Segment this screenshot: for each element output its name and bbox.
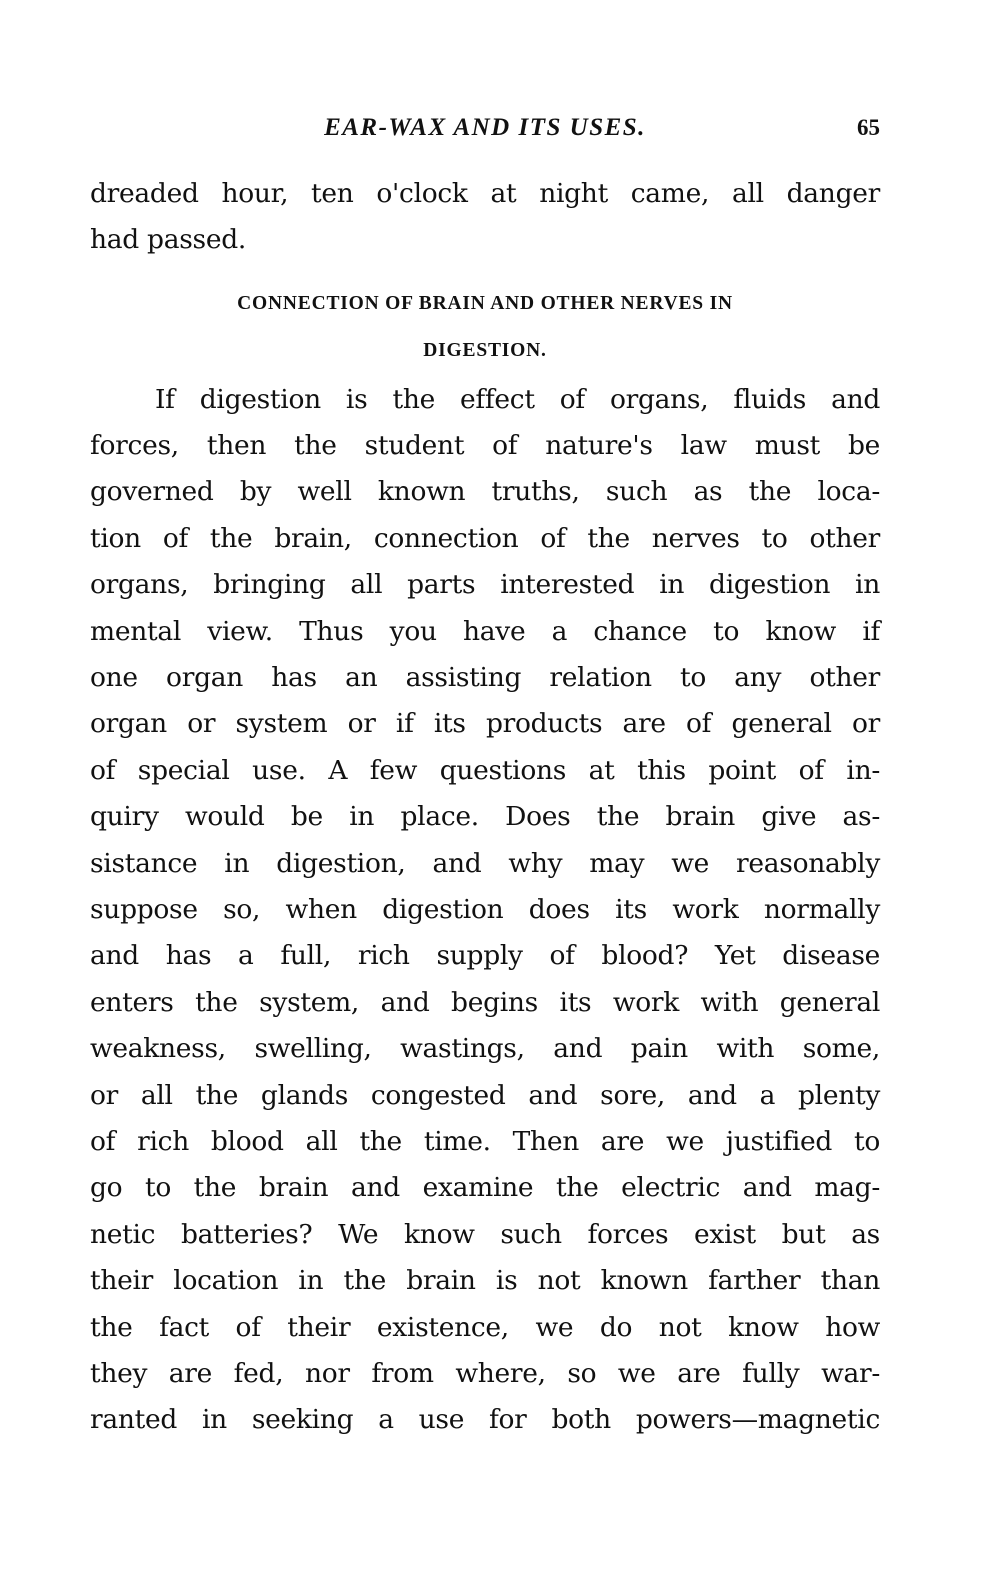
text-line: they are fed, nor from where, so we are fully war- [90, 1358, 880, 1389]
text-line: of special use. A few questions at this point of in- [90, 755, 880, 786]
text-line: had passed. [90, 224, 246, 255]
running-title: EAR-WAX AND ITS USES. [324, 114, 646, 141]
text-line: governed by well known truths, such as the loca- [90, 476, 880, 507]
text-line: of rich blood all the time. Then are we justified to [90, 1126, 880, 1157]
text-line: their location in the brain is not known farther than [90, 1265, 880, 1296]
text-line: forces, then the student of nature's law must be [90, 430, 880, 461]
text-line: mental view. Thus you have a chance to know if [90, 616, 880, 647]
text-line: ranted in seeking a use for both powers—magnetic [90, 1404, 880, 1435]
text-line: enters the system, and begins its work with general [90, 987, 880, 1018]
text-line: the fact of their existence, we do not know how [90, 1312, 880, 1343]
text-line: organs, bringing all parts interested in digestion in [90, 569, 880, 600]
text-line: quiry would be in place. Does the brain give as- [90, 801, 880, 832]
text-line: and has a full, rich supply of blood? Yet disease [90, 940, 880, 971]
running-header [90, 113, 880, 143]
text-line: tion of the brain, connection of the nerves to other [90, 523, 880, 554]
text-line: organ or system or if its products are of general or [90, 708, 880, 739]
text-line: sistance in digestion, and why may we reasonably [90, 848, 880, 879]
text-line: dreaded hour, ten o'clock at night came, all danger [90, 178, 880, 209]
paragraph-first-line: If digestion is the effect of organs, fluids and [155, 384, 880, 415]
text-line: go to the brain and examine the electric and mag- [90, 1172, 880, 1203]
section-heading-continued: DIGESTION. [423, 340, 547, 361]
text-line: one organ has an assisting relation to any other [90, 662, 880, 693]
text-line: or all the glands congested and sore, and a plenty [90, 1080, 880, 1111]
section-heading: CONNECTION OF BRAIN AND OTHER NERVES IN [237, 293, 733, 314]
page-number: 65 [857, 115, 880, 140]
text-line: suppose so, when digestion does its work normally [90, 894, 880, 925]
text-line: netic batteries? We know such forces exist but as [90, 1219, 880, 1250]
text-line: weakness, swelling, wastings, and pain with some, [90, 1033, 880, 1064]
